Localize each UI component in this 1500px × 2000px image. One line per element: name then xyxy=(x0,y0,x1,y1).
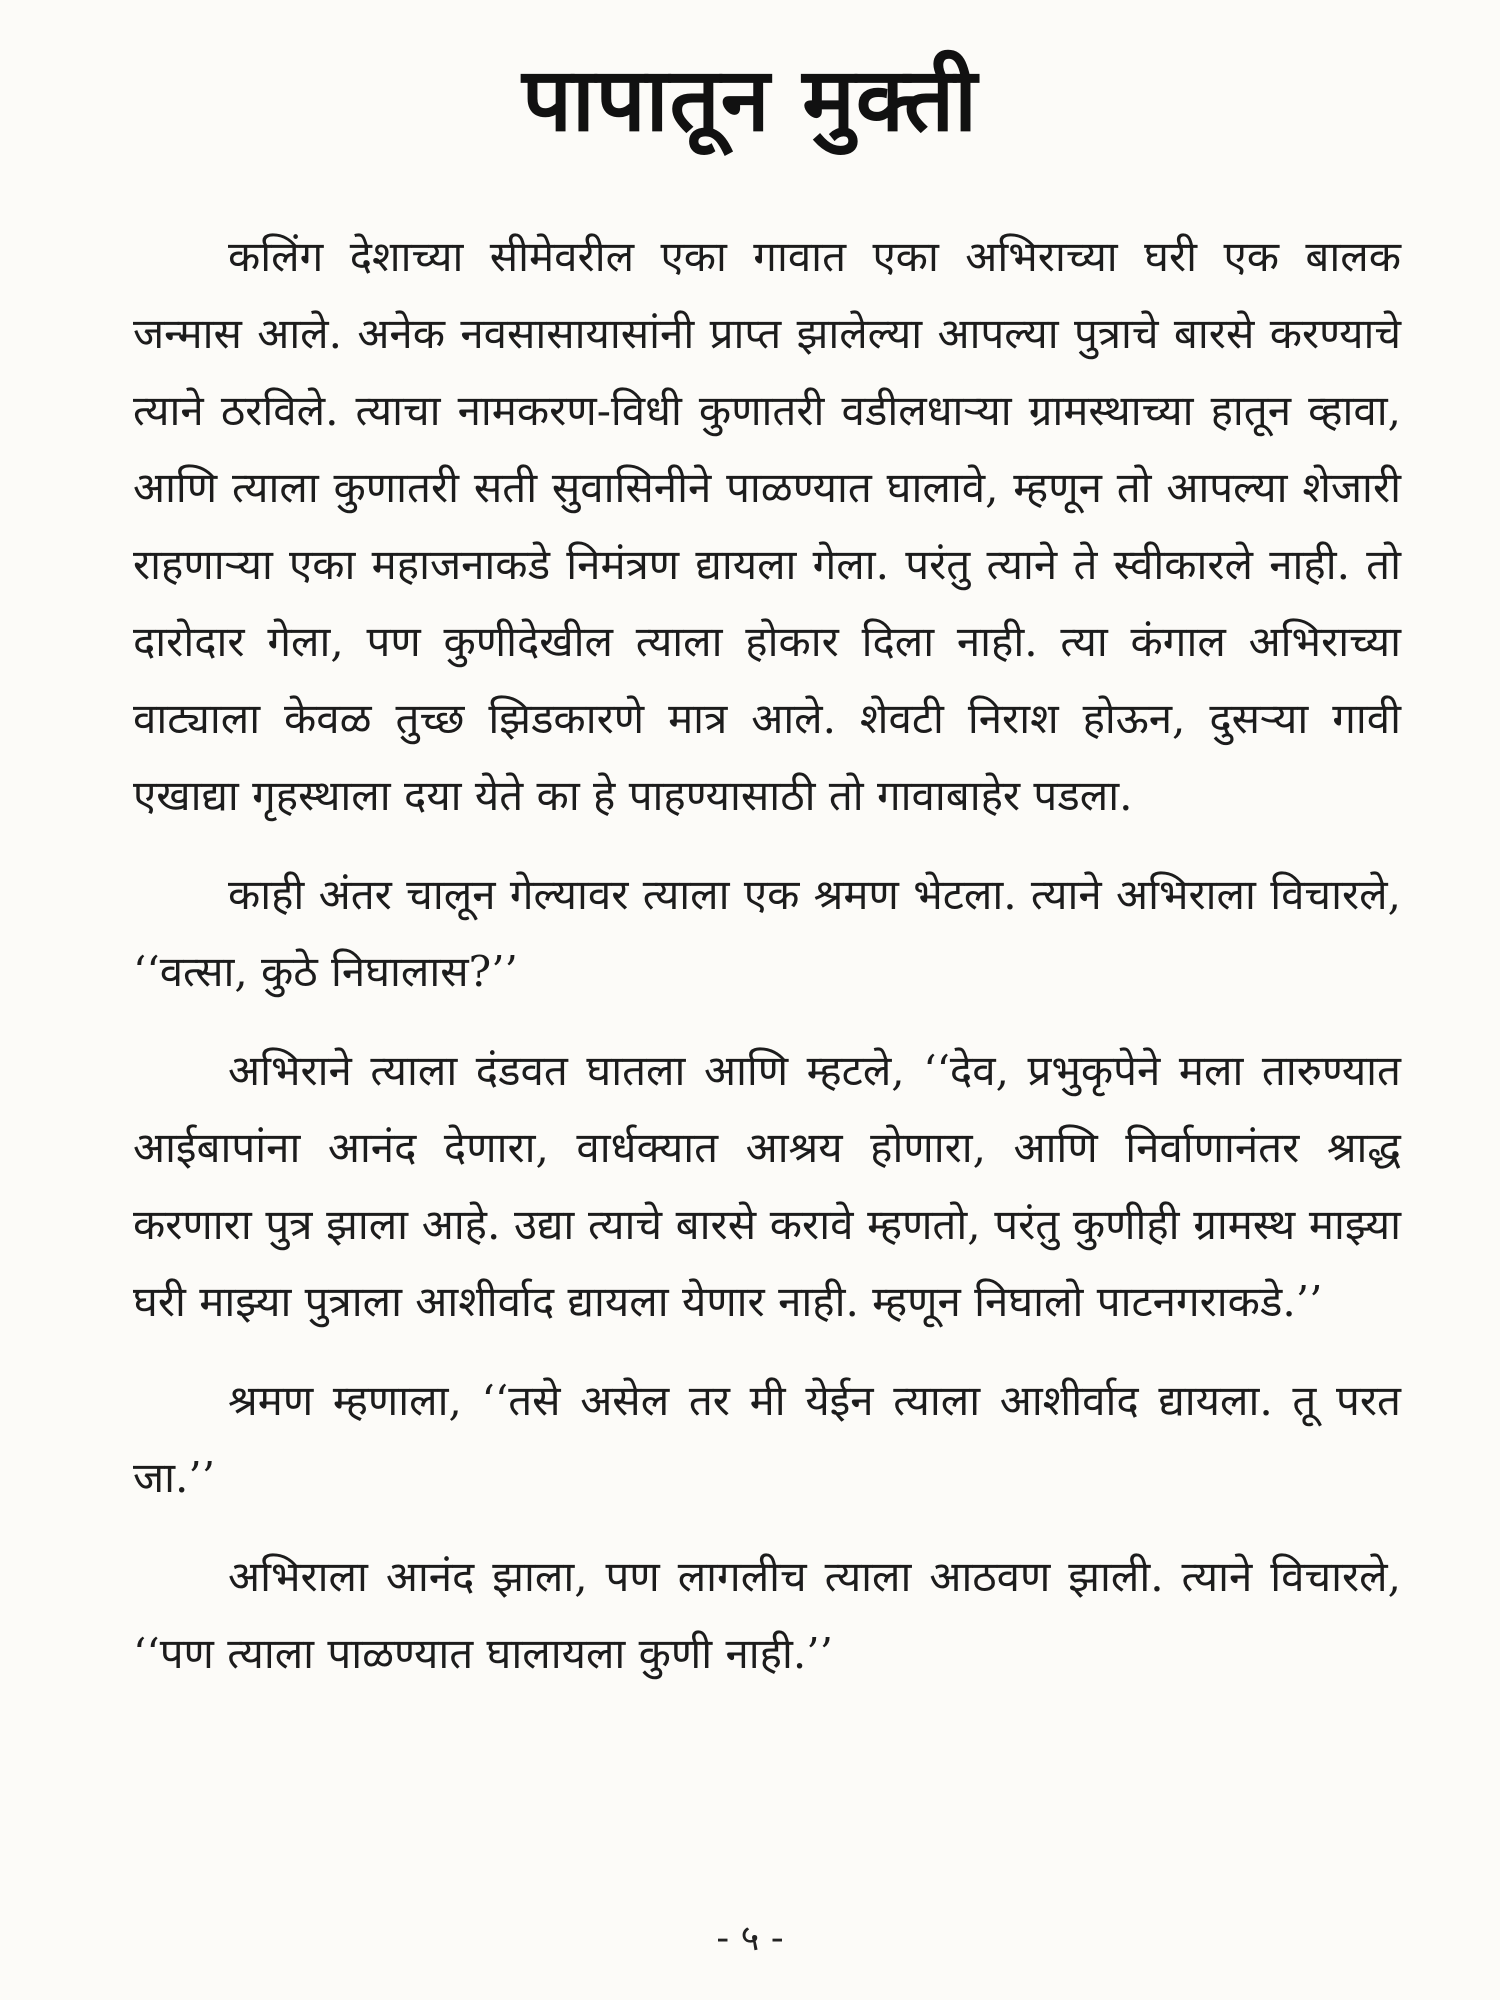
paragraph: अभिराला आनंद झाला, पण लागलीच त्याला आठवण झाली. त्याने विचारले, ‘‘पण त्याला पाळण्यात घालायला कुणी नाही.’’ xyxy=(133,1552,1401,1678)
paragraph: श्रमण म्हणाला, ‘‘तसे असेल तर मी येईन त्याला आशीर्वाद द्यायला. तू परत जा.’’ xyxy=(133,1376,1401,1502)
page-title: पापातून मुक्ती xyxy=(522,48,978,151)
story-text xyxy=(133,218,1401,1714)
paragraph: कलिंग देशाच्या सीमेवरील एका गावात एका अभिराच्या घरी एक बालक जन्मास आले. अनेक नवसासायासांनी प्राप्त झालेल्या आपल्या पुत्राचे बारसे करण्याचे त्याने ठरविले. त्याचा नामकरण-विधी कुणातरी वडीलधाऱ्या ग्रामस्थाच्या हातून व्हावा, आणि त्याला कुणातरी सती सुवासिनीने पाळण्यात घालावे, म्हणून तो आपल्या शेजारी राहणाऱ्या एका महाजनाकडे निमंत्रण द्यायला गेला. परंतु त्याने ते स्वीकारले नाही. तो दारोदार गेला, पण कुणीदेखील त्याला होकार दिला नाही. त्या कंगाल अभिराच्या वाट्याला केवळ तुच्छ झिडकारणे मात्र आले. शेवटी निराश होऊन, दुसऱ्या गावी एखाद्या गृहस्थाला दया येते का हे पाहण्यासाठी तो गावाबाहेर पडला. xyxy=(133,232,1401,820)
page-number: - ५ - xyxy=(716,1918,784,1959)
paragraph: काही अंतर चालून गेल्यावर त्याला एक श्रमण भेटला. त्याने अभिराला विचारले, ‘‘वत्सा, कुठे निघालास?’’ xyxy=(133,870,1401,996)
paragraph: अभिराने त्याला दंडवत घातला आणि म्हटले, ‘‘देव, प्रभुकृपेने मला तारुण्यात आईबापांना आनंद देणारा, वार्धक्यात आश्रय होणारा, आणि निर्वाणानंतर श्राद्ध करणारा पुत्र झाला आहे. उद्या त्याचे बारसे करावे म्हणतो, परंतु कुणीही ग्रामस्थ माझ्या घरी माझ्या पुत्राला आशीर्वाद द्यायला येणार नाही. म्हणून निघालो पाटनगराकडे.’’ xyxy=(133,1046,1401,1326)
